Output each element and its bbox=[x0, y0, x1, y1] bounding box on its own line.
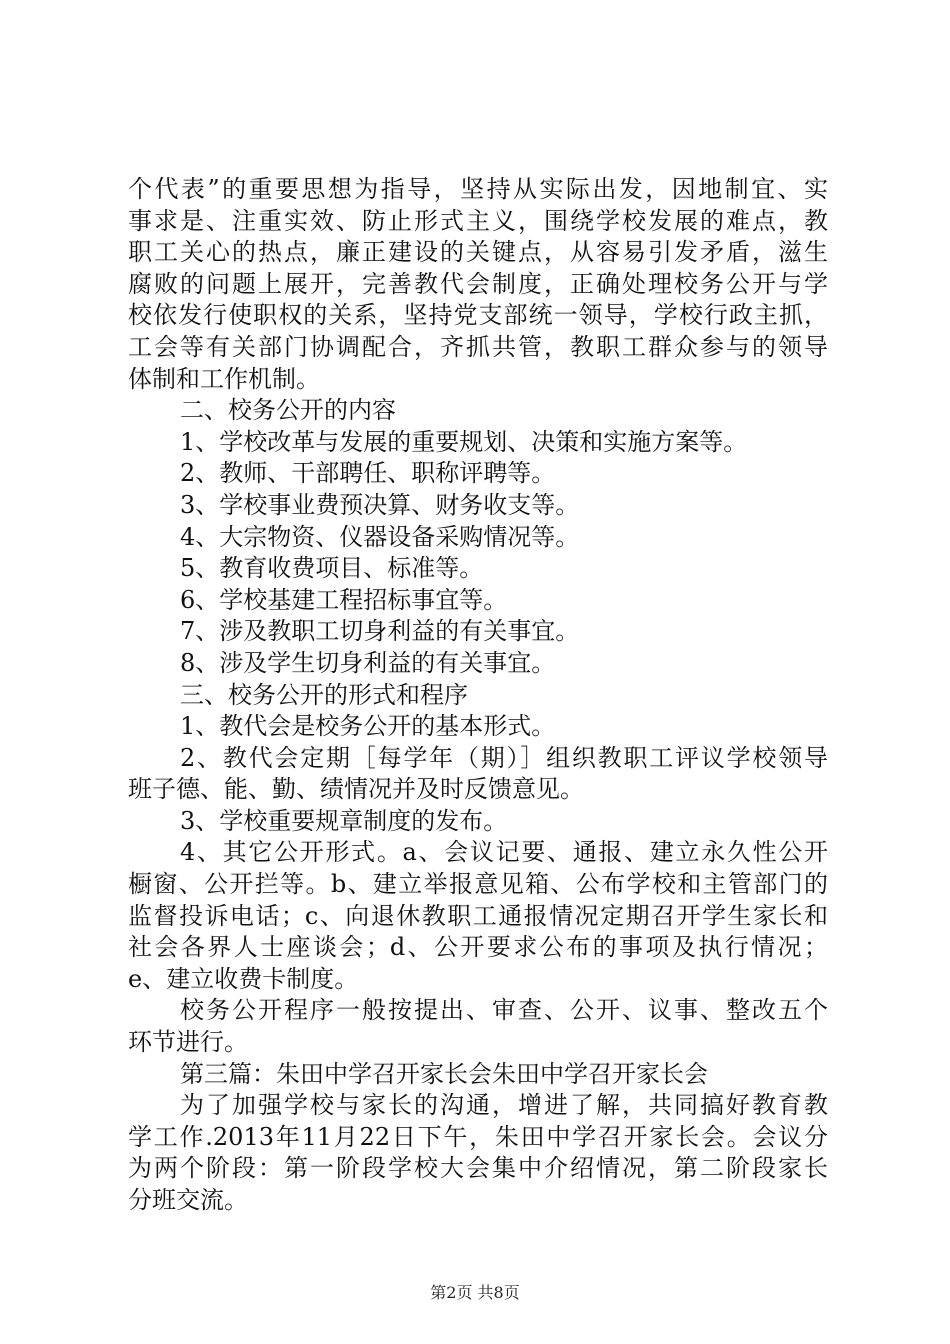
text-line: 1、教代会是校务公开的基本形式。 bbox=[180, 712, 556, 741]
text-line: e、建立收费卡制度。 bbox=[128, 964, 359, 993]
text-line: 为两个阶段：第一阶段学校大会集中介绍情况，第二阶段家长 bbox=[128, 1154, 828, 1183]
text-line: 第三篇：朱田中学召开家长会朱田中学召开家长会 bbox=[180, 1059, 708, 1088]
document-body bbox=[128, 174, 828, 1217]
text-line: 体制和工作机制。 bbox=[128, 364, 320, 393]
text-line: 3、学校重要规章制度的发布。 bbox=[180, 806, 508, 835]
text-line: 1、学校改革与发展的重要规划、决策和实施方案等。 bbox=[180, 427, 748, 456]
text-line: 学工作.2013年11月22日下午，朱田中学召开家长会。会议分 bbox=[128, 1122, 828, 1151]
text-line: 监督投诉电话；c、向退休教职工通报情况定期召开学生家长和 bbox=[128, 901, 828, 930]
text-line: 4、其它公开形式。a、会议记要、通报、建立永久性公开 bbox=[180, 838, 828, 867]
text-line: 社会各界人士座谈会；d、公开要求公布的事项及执行情况； bbox=[128, 933, 828, 962]
text-line: 7、涉及教职工切身利益的有关事宜。 bbox=[180, 617, 580, 646]
text-line: 工会等有关部门协调配合，齐抓共管，教职工群众参与的领导 bbox=[128, 332, 828, 361]
text-line: 腐败的问题上展开，完善教代会制度，正确处理校务公开与学 bbox=[128, 269, 828, 298]
text-line: 三、校务公开的形式和程序 bbox=[180, 680, 468, 709]
text-line: 班子德、能、勤、绩情况并及时反馈意见。 bbox=[128, 775, 584, 804]
text-line: 职工关心的热点，廉正建设的关键点，从容易引发矛盾，滋生 bbox=[128, 238, 828, 267]
text-line: 4、大宗物资、仪器设备采购情况等。 bbox=[180, 522, 580, 551]
text-line: 二、校务公开的内容 bbox=[180, 396, 396, 425]
page-footer: 第2页 共8页 bbox=[430, 1283, 520, 1302]
text-line: 个代表”的重要思想为指导，坚持从实际出发，因地制宜、实 bbox=[128, 175, 828, 203]
text-line: 环节进行。 bbox=[128, 1028, 248, 1057]
text-line: 2、教代会定期［每学年（期）］组织教职工评议学校领导 bbox=[180, 743, 828, 772]
text-line: 3、学校事业费预决算、财务收支等。 bbox=[180, 490, 580, 519]
text-line: 事求是、注重实效、防止形式主义，围绕学校发展的难点，教 bbox=[128, 206, 828, 235]
text-line: 分班交流。 bbox=[128, 1186, 248, 1214]
text-line: 校依发行使职权的关系，坚持党支部统一领导，学校行政主抓， bbox=[128, 301, 828, 330]
text-line: 校务公开程序一般按提出、审查、公开、议事、整改五个 bbox=[180, 996, 828, 1025]
text-line: 为了加强学校与家长的沟通，增进了解，共同搞好教育教 bbox=[180, 1091, 828, 1120]
text-line: 8、涉及学生切身利益的有关事宜。 bbox=[180, 648, 556, 677]
text-line: 2、教师、干部聘任、职称评聘等。 bbox=[180, 459, 556, 488]
text-line: 橱窗、公开拦等。b、建立举报意见箱、公布学校和主管部门的 bbox=[128, 870, 828, 899]
text-line: 6、学校基建工程招标事宜等。 bbox=[180, 585, 508, 614]
text-line: 5、教育收费项目、标准等。 bbox=[180, 554, 484, 583]
